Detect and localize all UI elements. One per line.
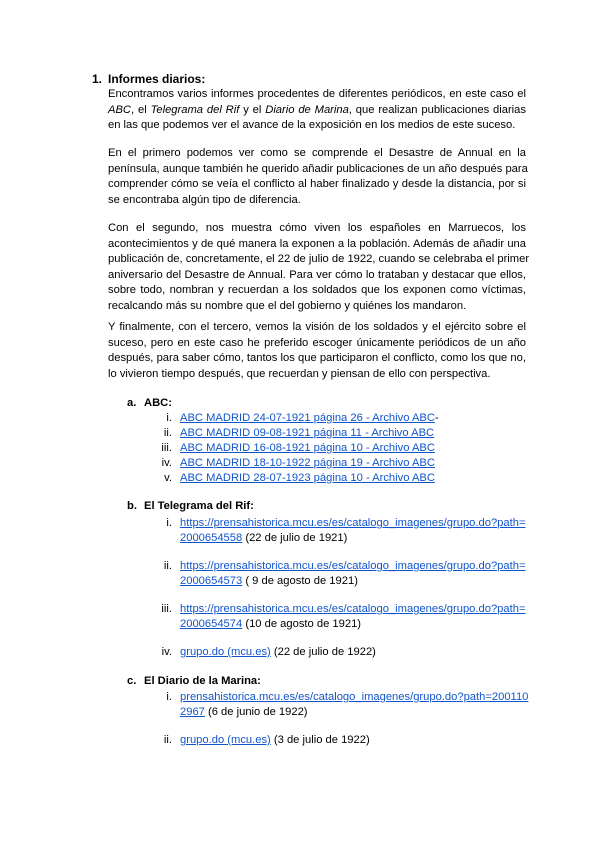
list-item-body bbox=[180, 690, 528, 720]
list-numeral: iv. bbox=[161, 457, 172, 469]
diario-link-2[interactable]: grupo.do (mcu.es) bbox=[180, 734, 271, 746]
paragraph-line: península, aunque también he querido añadir publicaciones de un año después para bbox=[108, 162, 528, 175]
list-item-body bbox=[180, 559, 525, 589]
paragraph-second bbox=[108, 221, 530, 315]
telegrama-link-4[interactable]: grupo.do (mcu.es) bbox=[180, 646, 271, 658]
list-numeral: iii. bbox=[161, 442, 172, 454]
list-item-body bbox=[180, 411, 439, 426]
paragraph-line: sobre todo, nombran y recuerdan a los soldados que los exponen como víctimas, bbox=[108, 284, 526, 297]
list-item-body bbox=[180, 456, 435, 471]
paragraph-third bbox=[108, 320, 526, 382]
heading-title: Informes diarios: bbox=[108, 72, 206, 86]
date-note: (10 de agosto de 1921) bbox=[242, 618, 362, 630]
telegrama-link-3-path[interactable]: 2000654574 bbox=[180, 618, 243, 630]
telegrama-link-1-url[interactable]: https://prensahistorica.mcu.es/es/catalogo_imagenes/grupo.do?path= bbox=[180, 517, 526, 529]
paragraph-line: después, para saber cómo, tantos los que participaron el conflicto, como los que no, bbox=[108, 352, 526, 365]
paragraph-line: Encontramos varios informes procedentes de diferentes periódicos, en este caso el bbox=[108, 88, 526, 100]
diario-link-1-url[interactable]: prensahistorica.mcu.es/es/catalogo_imagenes/grupo.do?path=200110 bbox=[180, 691, 529, 703]
paragraph-line: En el primero podemos ver como se comprende el Desastre de Annual en la bbox=[108, 147, 526, 159]
list-numeral: iv. bbox=[161, 646, 172, 658]
date-note: (3 de julio de 1922) bbox=[270, 734, 370, 746]
paragraph-line: lo vivieron tiempo después, que recuerdan y piensan de ello con perspectiva. bbox=[108, 367, 491, 380]
telegrama-link-2-url[interactable]: https://prensahistorica.mcu.es/es/catalogo_imagenes/grupo.do?path= bbox=[180, 560, 526, 572]
list-numeral: ii. bbox=[163, 734, 172, 746]
abc-link-2[interactable]: ABC MADRID 09-08-1921 página 11 - Archivo ABC bbox=[180, 427, 435, 439]
subsection-letter: c. bbox=[127, 675, 137, 687]
date-note: (22 de julio de 1922) bbox=[270, 646, 376, 658]
list-numeral: i. bbox=[166, 691, 172, 703]
paragraph-line: aniversario del Desastre de Annual. Para ver cómo lo trataban y destacar que ellos, bbox=[108, 268, 526, 281]
abc-link-1[interactable]: ABC MADRID 24-07-1921 página 26 - Archivo ABC bbox=[180, 412, 435, 424]
list-numeral: iii. bbox=[161, 603, 172, 615]
telegrama-link-1-path[interactable]: 2000654558 bbox=[180, 532, 243, 544]
paragraph-line: en las que podemos ver el avance de la exposición en los medios de este suceso. bbox=[108, 119, 516, 132]
list-item-body bbox=[180, 516, 525, 546]
paragraph-line: ABC, el Telegrama del Rif y el Diario de Marina, que realizan publicaciones diarias bbox=[108, 103, 526, 116]
list-item-body bbox=[180, 645, 376, 660]
paragraph-intro bbox=[108, 87, 526, 134]
list-numeral: i. bbox=[166, 412, 172, 424]
subsection-letter: b. bbox=[127, 500, 137, 512]
paragraph-first bbox=[108, 146, 526, 208]
list-item-body bbox=[180, 471, 435, 486]
paragraph-line: Con el segundo, nos muestra cómo viven los españoles en Marruecos, los bbox=[108, 222, 526, 234]
list-numeral: v. bbox=[164, 472, 172, 484]
paragraph-line: Y finalmente, con el tercero, vemos la visión de los soldados y el ejército sobre el bbox=[108, 321, 526, 333]
heading-number: 1. bbox=[92, 72, 103, 86]
list-item-body bbox=[180, 441, 435, 456]
date-note: (6 de junio de 1922) bbox=[204, 706, 308, 718]
paragraph-line: se encontraba algún tipo de diferencia. bbox=[108, 193, 301, 206]
paragraph-line: recalcando más su nombre que el del gobierno y quiénes los mandaron. bbox=[108, 299, 467, 312]
date-note: ( 9 de agosto de 1921) bbox=[242, 575, 358, 587]
abc-link-4[interactable]: ABC MADRID 18-10-1922 página 19 - Archivo ABC bbox=[180, 457, 435, 469]
list-item-body bbox=[180, 733, 370, 748]
abc-link-5[interactable]: ABC MADRID 28-07-1923 página 10 - Archivo ABC bbox=[180, 472, 435, 484]
abc-link-3[interactable]: ABC MADRID 16-08-1921 página 10 - Archivo ABC bbox=[180, 442, 435, 454]
list-item-body bbox=[180, 602, 525, 632]
paragraph-line: suceso, pero en este caso he preferido escoger únicamente periódicos de un año bbox=[108, 336, 526, 349]
list-numeral: i. bbox=[166, 517, 172, 529]
paragraph-line: publicación de, concretamente, el 22 de julio de 1922, cuando se celebraba el primer bbox=[108, 253, 530, 266]
telegrama-link-3-url[interactable]: https://prensahistorica.mcu.es/es/catalogo_imagenes/grupo.do?path= bbox=[180, 603, 526, 615]
date-note: (22 de julio de 1921) bbox=[242, 532, 348, 544]
list-numeral: ii. bbox=[163, 560, 172, 572]
subsection-letter: a. bbox=[127, 397, 137, 409]
link-suffix: - bbox=[434, 412, 439, 424]
subsection-label: El Diario de la Marina: bbox=[144, 675, 261, 687]
subsection-label: ABC: bbox=[144, 397, 172, 409]
list-numeral: ii. bbox=[163, 427, 172, 439]
paragraph-line: comprender cómo se veía el conflicto al haber finalizado y desde la distancia, por si bbox=[108, 178, 526, 191]
telegrama-link-2-path[interactable]: 2000654573 bbox=[180, 575, 243, 587]
subsection-label: El Telegrama del Rif: bbox=[144, 500, 254, 512]
list-item-body bbox=[180, 426, 434, 441]
paragraph-line: acontecimientos y de qué manera la exponen a la población. Además de añadir una bbox=[108, 237, 526, 250]
diario-link-1-path[interactable]: 2967 bbox=[180, 706, 205, 718]
